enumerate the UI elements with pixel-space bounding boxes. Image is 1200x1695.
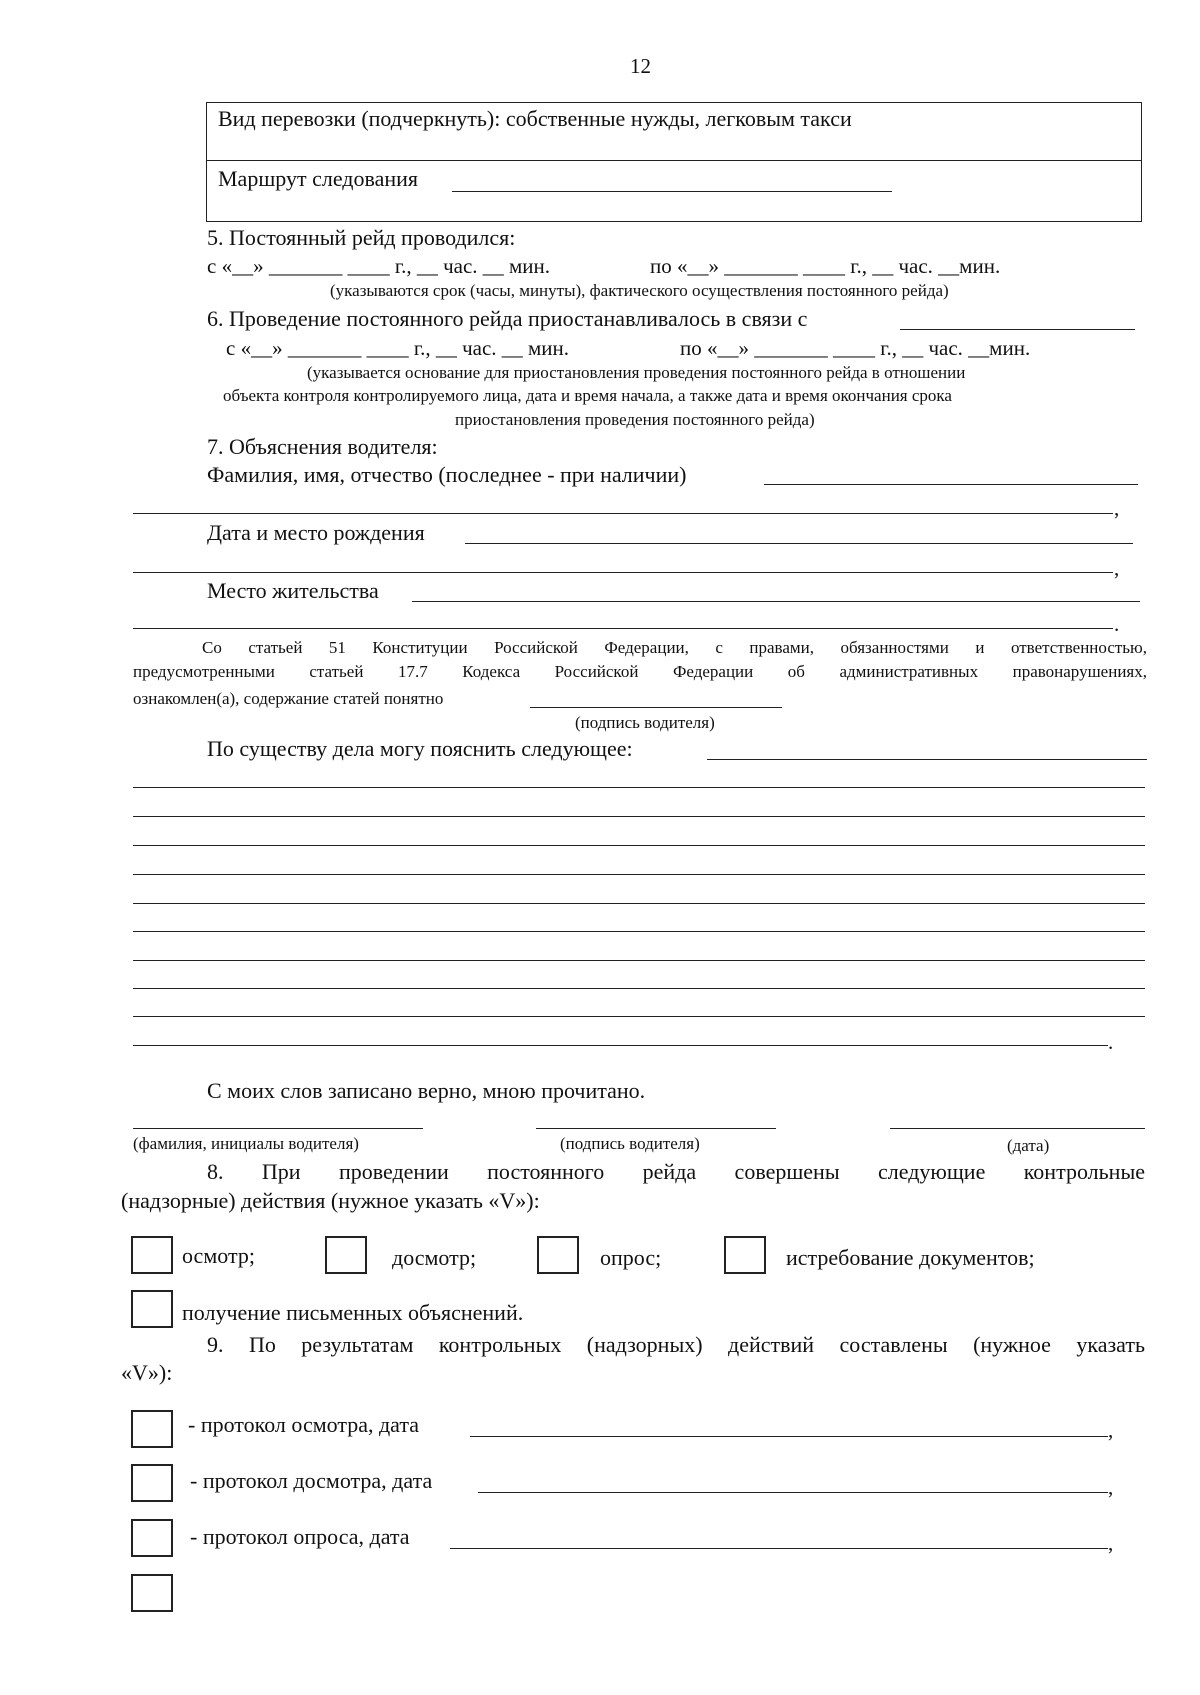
- explanation-line[interactable]: [133, 787, 1145, 788]
- checkbox-documents[interactable]: [724, 1236, 766, 1274]
- explanation-field[interactable]: [707, 759, 1147, 760]
- fio-field-continued[interactable]: [133, 513, 1113, 514]
- explanation-line[interactable]: [133, 1045, 1108, 1046]
- section-9-line-1: 9. По результатам контрольных (надзорных) действий составлены (нужное указать: [207, 1332, 1145, 1357]
- checkbox-survey[interactable]: [537, 1236, 579, 1274]
- residence-label: Место жительства: [207, 578, 379, 603]
- checkbox-inspection[interactable]: [131, 1236, 173, 1274]
- section-7-title: 7. Объяснения водителя:: [207, 434, 438, 459]
- driver-name-field[interactable]: [133, 1128, 423, 1129]
- explanation-line[interactable]: [133, 1016, 1145, 1017]
- consent-signature-caption: (подпись водителя): [575, 713, 715, 732]
- caption-driver-name: (фамилия, инициалы водителя): [133, 1134, 359, 1153]
- birth-field[interactable]: [465, 543, 1133, 544]
- inspection-protocol-date-field[interactable]: [470, 1436, 1108, 1437]
- section-6-title: 6. Проведение постоянного рейда приостанавливалось в связи с: [207, 306, 808, 331]
- route-field[interactable]: [452, 191, 892, 192]
- fio-label: Фамилия, имя, отчество (последнее - при наличии): [207, 462, 687, 487]
- inspection-protocol-label: - протокол осмотра, дата: [188, 1412, 420, 1437]
- explanation-line[interactable]: [133, 988, 1145, 989]
- recorded-statement: С моих слов записано верно, мною прочитано.: [207, 1078, 646, 1103]
- section-9-line-2: «V»):: [121, 1360, 173, 1385]
- caption-date: (дата): [1007, 1136, 1050, 1155]
- section-5-title: 5. Постоянный рейд проводился:: [207, 225, 516, 250]
- section-6-to[interactable]: по «__» _______ ____ г., __ час. __мин.: [680, 336, 1031, 360]
- checkbox-written-explanations[interactable]: [131, 1290, 173, 1328]
- survey-protocol-label: - протокол опроса, дата: [190, 1524, 410, 1549]
- explanation-line[interactable]: [133, 903, 1145, 904]
- section-6-note-3: приостановления проведения постоянного рейда): [455, 410, 815, 429]
- residence-field[interactable]: [412, 601, 1140, 602]
- explain-label: По существу дела могу пояснить следующее:: [207, 736, 633, 761]
- checkbox-additional[interactable]: [131, 1574, 173, 1612]
- birth-field-continued[interactable]: [133, 572, 1113, 573]
- consent-line-3: ознакомлен(а), содержание статей понятно: [133, 689, 444, 708]
- section-5-note: (указываются срок (часы, минуты), фактического осуществления постоянного рейда): [330, 281, 949, 300]
- birth-label: Дата и место рождения: [207, 520, 425, 545]
- fio-field[interactable]: [764, 484, 1138, 485]
- section-5-from[interactable]: с «__» _______ ____ г., __ час. __ мин.: [207, 254, 551, 278]
- section-8-line-1: 8. При проведении постоянного рейда совершены следующие контрольные: [207, 1159, 1145, 1184]
- search-protocol-label: - протокол досмотра, дата: [190, 1468, 433, 1493]
- checkbox-inspection-protocol[interactable]: [131, 1410, 173, 1448]
- option-documents: истребование документов;: [786, 1245, 1035, 1270]
- suspension-reason-field[interactable]: [900, 329, 1135, 330]
- consent-line-2: предусмотренными статьей 17.7 Кодекса Российской Федерации об административных правонарушениях,: [133, 662, 1147, 681]
- option-inspection: осмотр;: [182, 1243, 255, 1268]
- survey-protocol-date-field[interactable]: [450, 1548, 1108, 1549]
- option-written-explanations: получение письменных объяснений.: [182, 1300, 524, 1325]
- explanation-line[interactable]: [133, 816, 1145, 817]
- explanation-line[interactable]: [133, 874, 1145, 875]
- consent-signature-field[interactable]: [530, 707, 782, 708]
- section-6-note-2: объекта контроля контролируемого лица, дата и время начала, а также дата и время окончания срока: [223, 386, 952, 405]
- option-search: досмотр;: [392, 1245, 477, 1270]
- box-divider: [206, 160, 1142, 161]
- section-6-note-1: (указывается основание для приостановления проведения постоянного рейда в отношении: [307, 363, 966, 382]
- caption-driver-signature: (подпись водителя): [560, 1134, 700, 1153]
- checkbox-survey-protocol[interactable]: [131, 1519, 173, 1557]
- checkbox-search-protocol[interactable]: [131, 1464, 173, 1502]
- search-protocol-date-field[interactable]: [478, 1492, 1108, 1493]
- checkbox-search[interactable]: [325, 1236, 367, 1274]
- explanation-line[interactable]: [133, 960, 1145, 961]
- explanation-line[interactable]: [133, 845, 1145, 846]
- page-number: 12: [630, 54, 651, 78]
- transport-type-line: Вид перевозки (подчеркнуть): собственные нужды, легковым такси: [218, 106, 852, 131]
- residence-field-continued[interactable]: [133, 628, 1113, 629]
- section-8-line-2: (надзорные) действия (нужное указать «V»):: [121, 1188, 540, 1213]
- date-field[interactable]: [890, 1128, 1145, 1129]
- section-6-from[interactable]: с «__» _______ ____ г., __ час. __ мин.: [226, 336, 570, 360]
- option-survey: опрос;: [600, 1245, 662, 1270]
- explanation-line[interactable]: [133, 931, 1145, 932]
- consent-line-1: Со статьей 51 Конституции Российской Федерации, с правами, обязанностями и ответственностью,: [202, 638, 1147, 657]
- section-5-to[interactable]: по «__» _______ ____ г., __ час. __мин.: [650, 254, 1001, 278]
- driver-signature-field[interactable]: [536, 1128, 776, 1129]
- route-label: Маршрут следования: [218, 166, 419, 191]
